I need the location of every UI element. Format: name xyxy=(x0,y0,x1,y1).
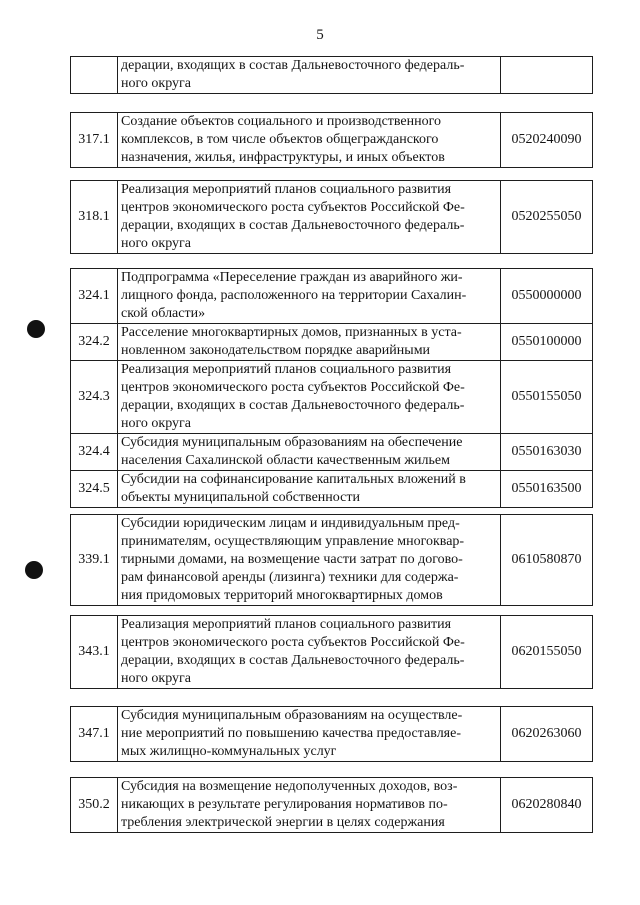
row-number xyxy=(71,57,118,94)
budget-table-block xyxy=(70,112,593,168)
row-number: 324.4 xyxy=(71,434,118,471)
row-description xyxy=(118,57,501,94)
description-line: центров экономического роста субъектов Российской Фе- xyxy=(121,200,465,215)
budget-table-block xyxy=(70,56,593,94)
table-row xyxy=(71,57,593,94)
row-description xyxy=(118,324,501,361)
description-line: Подпрограмма «Переселение граждан из аварийного жи- xyxy=(121,270,463,285)
description-line: ного округа xyxy=(121,416,191,431)
row-description xyxy=(118,778,501,833)
row-description xyxy=(118,471,501,508)
row-number: 347.1 xyxy=(71,707,118,762)
budget-table-block xyxy=(70,514,593,606)
row-number: 324.3 xyxy=(71,361,118,434)
table-row xyxy=(71,113,593,168)
budget-code: 0550000000 xyxy=(501,269,593,324)
description-line: лищного фонда, расположенного на территории Сахалин- xyxy=(121,288,467,303)
description-line: тирными домами, на возмещение части затрат по догово- xyxy=(121,552,463,567)
description-line: ного округа xyxy=(121,236,191,251)
description-line: дерации, входящих в состав Дальневосточного федераль- xyxy=(121,398,465,413)
description-line: объекты муниципальной собственности xyxy=(121,490,360,505)
description-line: Реализация мероприятий планов социального развития xyxy=(121,362,452,377)
description-line: Субсидия муниципальным образованиям на обеспечение xyxy=(121,435,463,450)
description-line: дерации, входящих в состав Дальневосточного федераль- xyxy=(121,58,465,73)
punch-hole-mark xyxy=(27,320,45,338)
row-number: 324.5 xyxy=(71,471,118,508)
budget-code: 0550100000 xyxy=(501,324,593,361)
description-line: принимателям, осуществляющим управление многоквар- xyxy=(121,534,465,549)
row-number: 318.1 xyxy=(71,181,118,254)
table-row xyxy=(71,269,593,324)
description-line: назначения, жилья, инфраструктуры, и иных объектов xyxy=(121,150,445,165)
punch-hole-mark xyxy=(25,561,43,579)
budget-code: 0620280840 xyxy=(501,778,593,833)
description-line: ного округа xyxy=(121,76,191,91)
row-description xyxy=(118,707,501,762)
description-line: Субсидии на софинансирование капитальных вложений в xyxy=(121,472,466,487)
description-line: населения Сахалинской области качественным жильем xyxy=(121,453,450,468)
description-line: Субсидия муниципальным образованиям на осуществле- xyxy=(121,708,463,723)
description-line: никающих в результате регулирования нормативов по- xyxy=(121,797,448,812)
row-number: 324.1 xyxy=(71,269,118,324)
row-number: 317.1 xyxy=(71,113,118,168)
description-line: дерации, входящих в состав Дальневосточного федераль- xyxy=(121,653,465,668)
budget-code: 0620155050 xyxy=(501,616,593,689)
description-line: требления электрической энергии в целях содержания xyxy=(121,815,445,830)
description-line: центров экономического роста субъектов Российской Фе- xyxy=(121,380,465,395)
row-number: 343.1 xyxy=(71,616,118,689)
budget-table-block xyxy=(70,180,593,254)
description-line: Субсидия на возмещение недополученных доходов, воз- xyxy=(121,779,458,794)
budget-code: 0520255050 xyxy=(501,181,593,254)
table-row xyxy=(71,707,593,762)
description-line: ного округа xyxy=(121,671,191,686)
page-number: 5 xyxy=(316,27,324,43)
description-line: центров экономического роста субъектов Российской Фе- xyxy=(121,635,465,650)
description-line: Реализация мероприятий планов социального развития xyxy=(121,617,452,632)
description-line: Создание объектов социального и производственного xyxy=(121,114,442,129)
row-description xyxy=(118,269,501,324)
row-description xyxy=(118,113,501,168)
description-line: мых жилищно-коммунальных услуг xyxy=(121,744,337,759)
budget-code: 0550163030 xyxy=(501,434,593,471)
row-description xyxy=(118,434,501,471)
budget-table-block xyxy=(70,615,593,689)
budget-code: 0550155050 xyxy=(501,361,593,434)
description-line: Субсидии юридическим лицам и индивидуальным пред- xyxy=(121,516,460,531)
description-line: комплексов, в том числе объектов общегражданского xyxy=(121,132,439,147)
description-line: дерации, входящих в состав Дальневосточного федераль- xyxy=(121,218,465,233)
row-description xyxy=(118,616,501,689)
row-number: 324.2 xyxy=(71,324,118,361)
table-row xyxy=(71,616,593,689)
description-line: новленном законодательством порядке аварийными xyxy=(121,343,431,358)
budget-code: 0620263060 xyxy=(501,707,593,762)
table-row xyxy=(71,324,593,361)
description-line: рам финансовой аренды (лизинга) техники для содержа- xyxy=(121,570,459,585)
description-line: ние мероприятий по повышению качества предоставляе- xyxy=(121,726,461,741)
budget-table-block xyxy=(70,777,593,833)
budget-code: 0550163500 xyxy=(501,471,593,508)
table-row xyxy=(71,778,593,833)
table-row xyxy=(71,471,593,508)
description-line: ния придомовых территорий многоквартирных домов xyxy=(121,588,443,603)
description-line: Реализация мероприятий планов социального развития xyxy=(121,182,452,197)
table-row xyxy=(71,515,593,606)
description-line: ской области» xyxy=(121,306,206,321)
description-line: Расселение многоквартирных домов, признанных в уста- xyxy=(121,325,462,340)
row-number: 350.2 xyxy=(71,778,118,833)
budget-code: 0610580870 xyxy=(501,515,593,606)
row-number: 339.1 xyxy=(71,515,118,606)
table-row xyxy=(71,181,593,254)
row-description xyxy=(118,181,501,254)
row-description xyxy=(118,515,501,606)
row-description xyxy=(118,361,501,434)
table-row xyxy=(71,361,593,434)
budget-code xyxy=(501,57,593,94)
budget-table-block xyxy=(70,706,593,762)
table-row xyxy=(71,434,593,471)
budget-table-block xyxy=(70,268,593,508)
budget-code: 0520240090 xyxy=(501,113,593,168)
